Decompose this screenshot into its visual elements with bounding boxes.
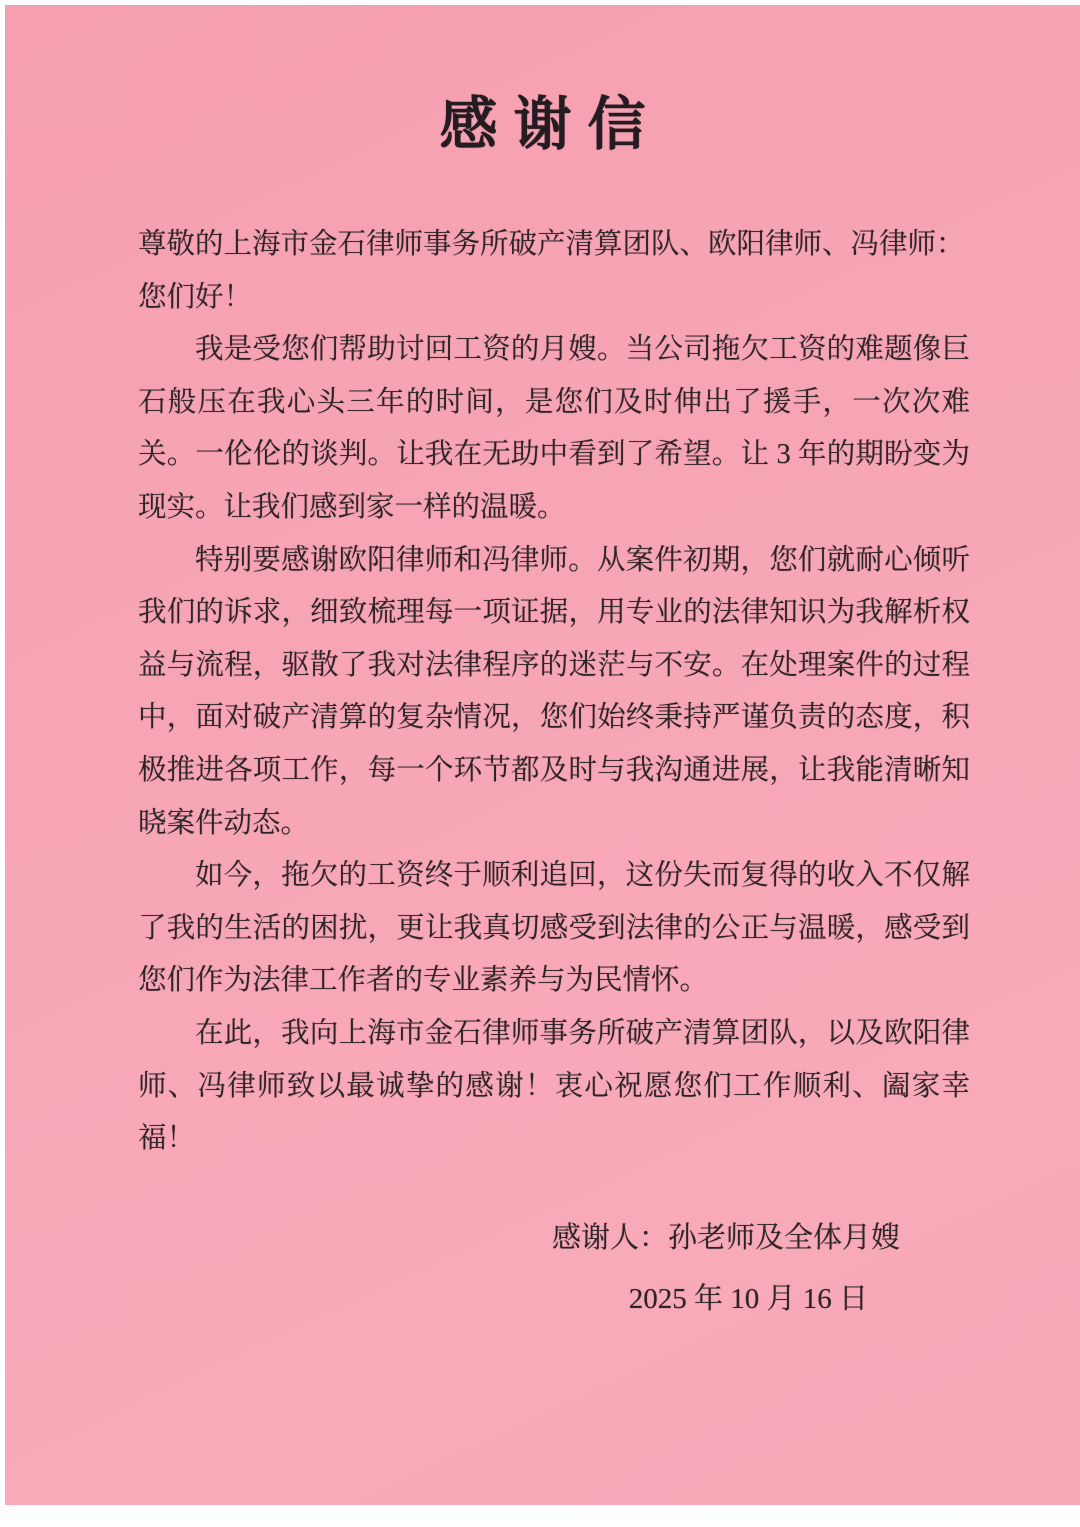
salutation-line: 尊敬的上海市金石律师事务所破产清算团队、欧阳律师、冯律师： — [138, 229, 965, 260]
pink-paper — [5, 5, 1080, 1505]
signer-line: 感谢人：孙老师及全体月嫂 — [551, 1221, 900, 1254]
greeting-line: 您们好！ — [138, 281, 253, 313]
letter-body — [138, 219, 970, 1166]
paragraph-4: 在此，我向上海市金石律师事务所破产清算团队，以及欧阳律师、冯律师致以最诚挚的感谢！衷心祝愿您们工作顺利、阖家幸福！ — [138, 1017, 970, 1155]
signature-block — [5, 1208, 1080, 1330]
letter-title: 感谢信 — [439, 92, 662, 157]
paragraph-3: 如今，拖欠的工资终于顺利追回，这份失而复得的收入不仅解了我的生活的困扰，更让我真切感受到法律的公正与温暖，感受到您们作为法律工作者的专业素养与为民情怀。 — [138, 860, 970, 997]
date-line: 2025 年 10 月 16 日 — [628, 1282, 868, 1315]
paragraph-1: 我是受您们帮助讨回工资的月嫂。当公司拖欠工资的难题像巨石般压在我心头三年的时间，是您们及时伸出了援手，一次次难关。一伦伦的谈判。让我在无助中看到了希望。让 3 年的期盼变为现实。让我们感到家一样的温暖。 — [138, 334, 970, 523]
paragraph-2: 特别要感谢欧阳律师和冯律师。从案件初期，您们就耐心倾听我们的诉求，细致梳理每一项证据，用专业的法律知识为我解析权益与流程，驱散了我对法律程序的迷茫与不安。在处理案件的过程中，面对破产清算的复杂情况，您们始终秉持严谨负责的态度，积极推进各项工作，每一个环节都及时与我沟通进展，让我能清晰知晓案件动态。 — [138, 544, 970, 839]
